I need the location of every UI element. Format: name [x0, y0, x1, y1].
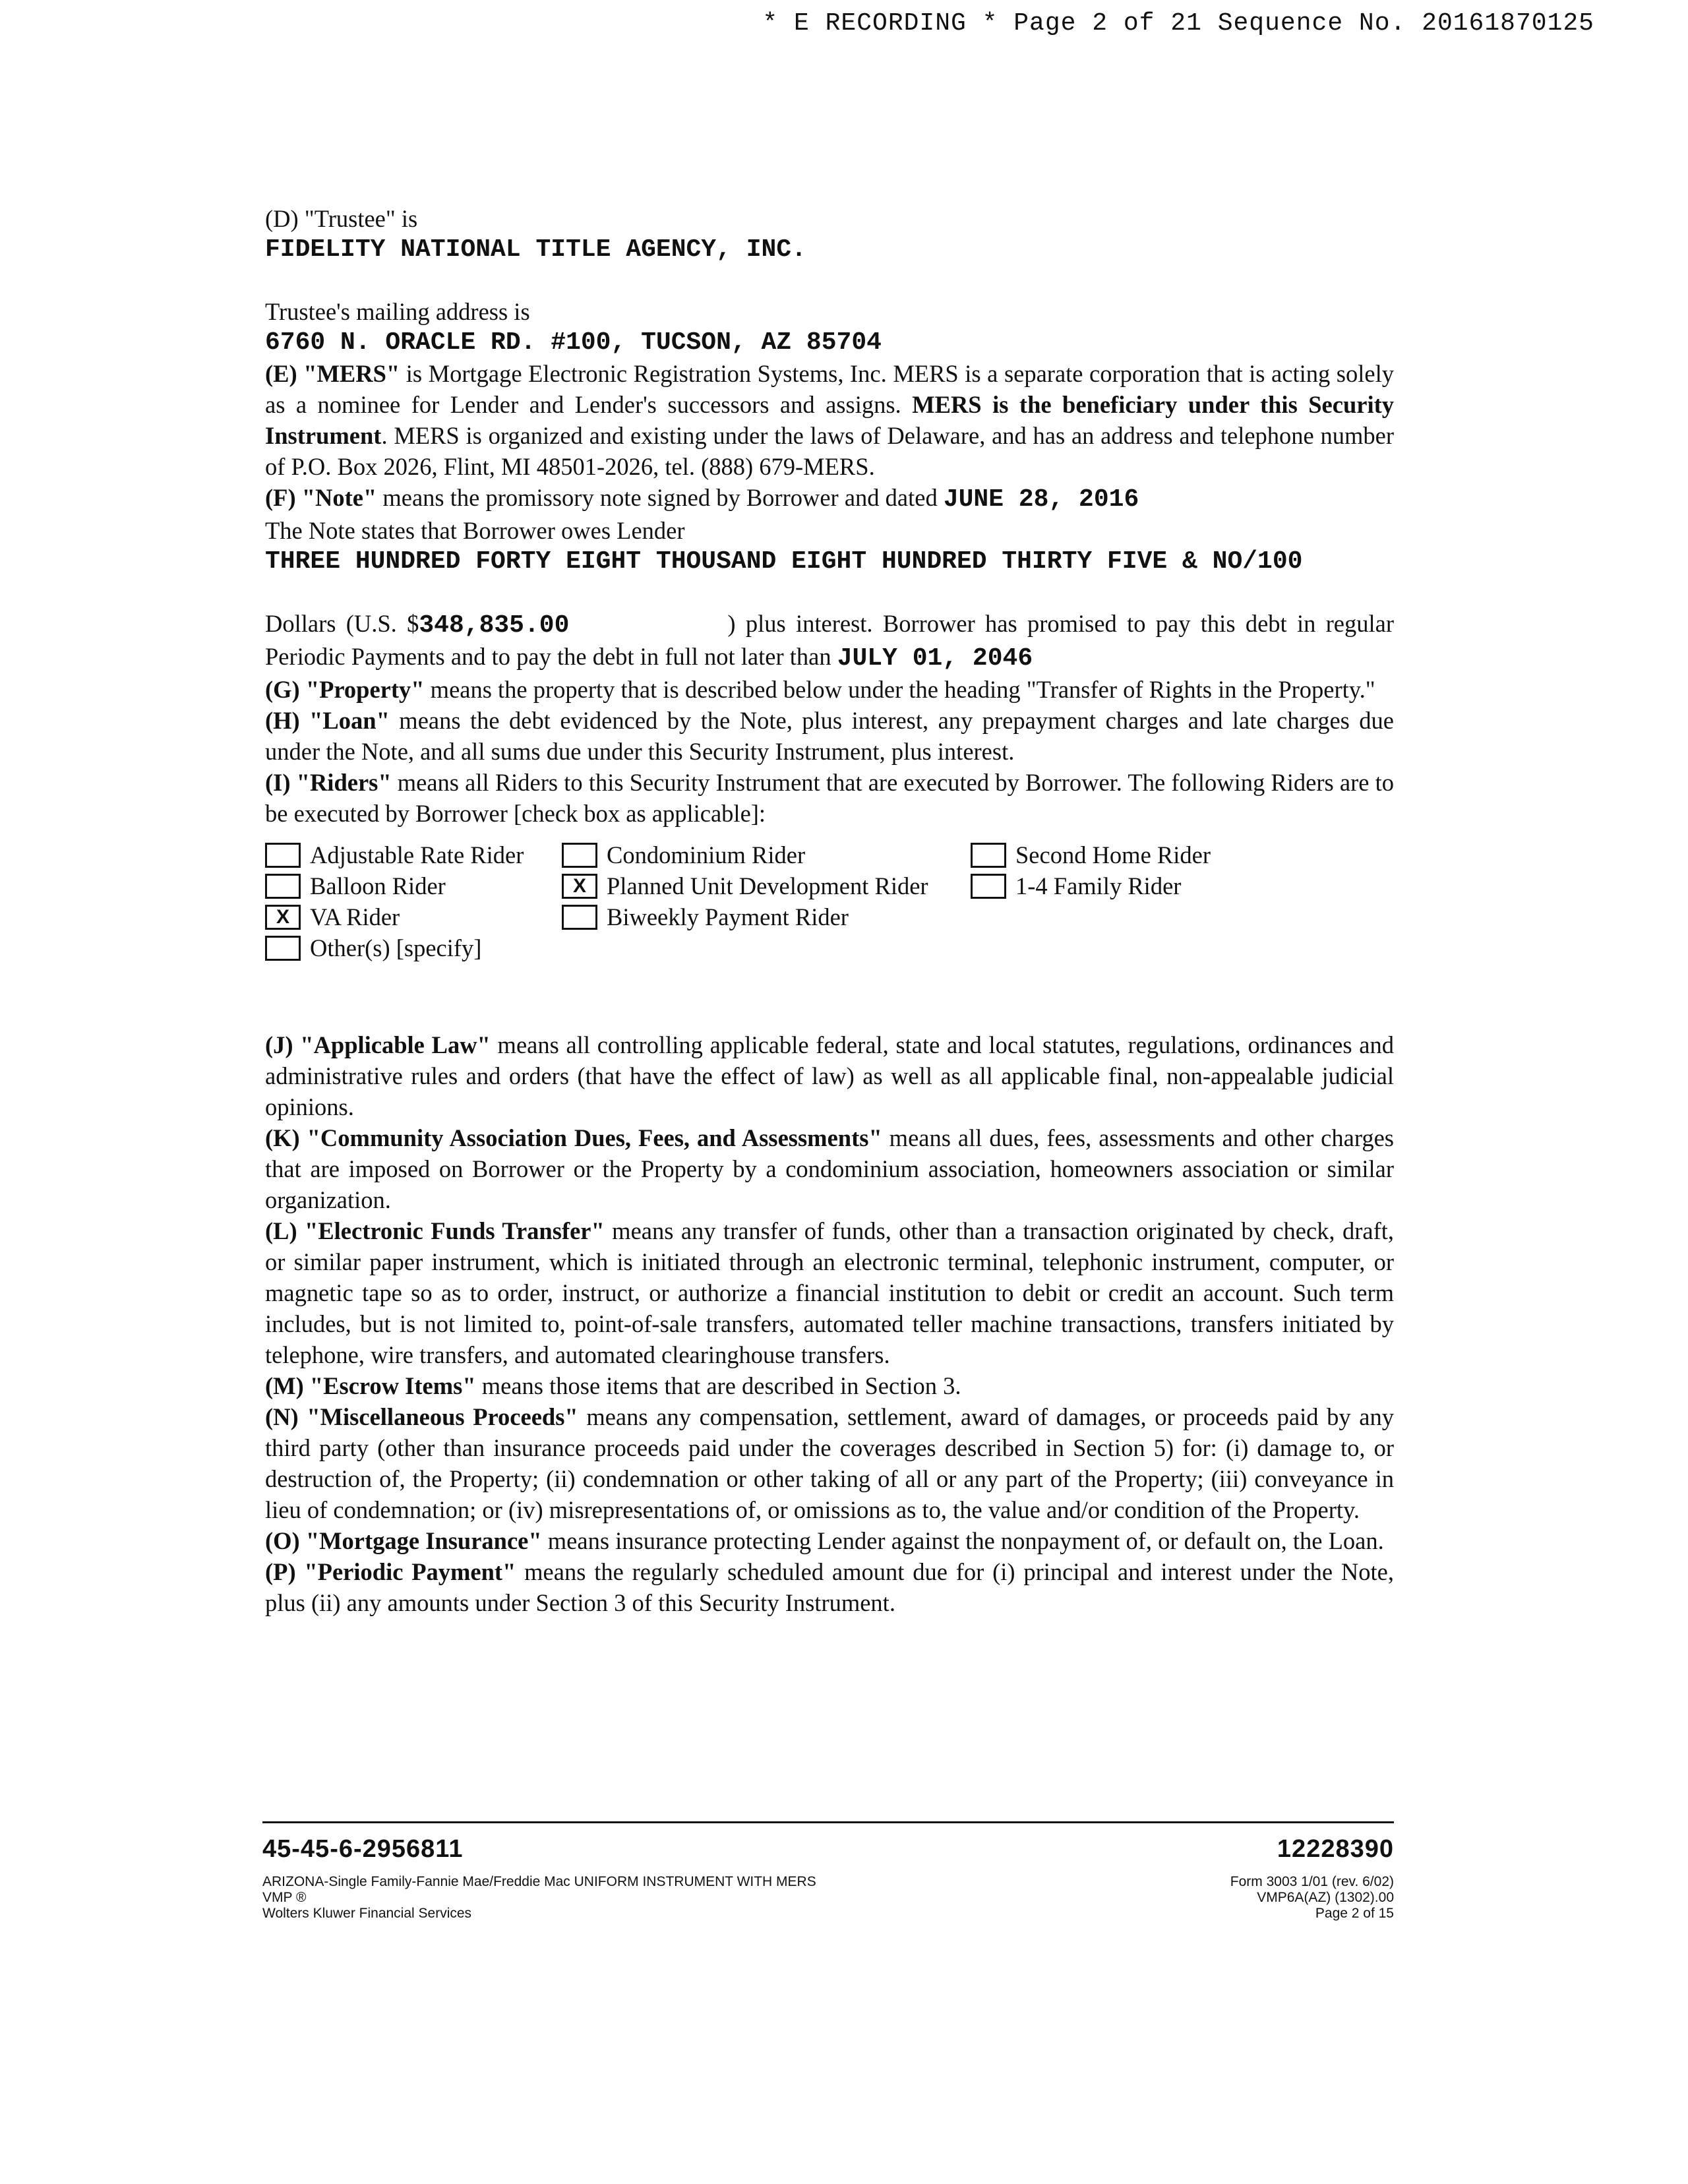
definition-mortgage-insurance: (O) "Mortgage Insurance" means insurance protecting Lender against the nonpayment of, or default on, the Loan.	[265, 1527, 1384, 1554]
note-owes: The Note states that Borrower owes Lender	[265, 517, 685, 544]
checkbox[interactable]: X	[562, 874, 597, 899]
recording-header: * E RECORDING * Page 2 of 21 Sequence No. 20161870125	[762, 9, 1594, 38]
footer-form-number: Form 3003 1/01 (rev. 6/02) VMP6A(AZ) (1302).00 Page 2 of 15	[1230, 1874, 1394, 1921]
checkbox[interactable]	[265, 936, 301, 961]
note-amount: 348,835.00	[419, 611, 570, 640]
trustee-mailing-label: Trustee's mailing address is	[265, 298, 530, 325]
footer-form-info: ARIZONA-Single Family-Fannie Mae/Freddie Mac UNIFORM INSTRUMENT WITH MERS VMP ® Wolters Kluwer Financial Services	[262, 1874, 816, 1921]
note-dollars: Dollars (U.S. $348,835.00 ) plus interest. Borrower has promised to pay this debt in regular Periodic Payments and to pay the debt in full not later than JULY 01, 2046	[265, 610, 1394, 673]
definition-loan: (H) "Loan" means the debt evidenced by the Note, plus interest, any prepayment charges and late charges due under the Note, and all sums due under this Security Instrument, plus interest.	[265, 707, 1395, 765]
checkbox[interactable]	[562, 843, 597, 868]
document-number: 12228390	[1277, 1835, 1394, 1863]
rider-planned-unit-development: X Planned Unit Development Rider	[562, 870, 971, 901]
document-body	[265, 203, 1394, 1618]
definition-riders: (I) "Riders" means all Riders to this Security Instrument that are executed by Borrower. The following Riders are to be executed by Borrower [check box as applicable]:	[265, 769, 1394, 827]
note-due-date: JULY 01, 2046	[837, 644, 1033, 673]
definition-note: (F) "Note" means the promissory note signed by Borrower and dated JUNE 28, 2016	[265, 484, 1139, 514]
riders-checklist	[265, 839, 1394, 963]
definition-escrow-items: (M) "Escrow Items" means those items that are described in Section 3.	[265, 1372, 961, 1399]
rider-empty	[971, 901, 1300, 932]
checkbox[interactable]	[971, 874, 1006, 899]
definition-property: (G) "Property" means the property that is described below under the heading "Transfer of Rights in the Property."	[265, 676, 1375, 703]
note-date: JUNE 28, 2016	[943, 485, 1139, 514]
rider-second-home: Second Home Rider	[971, 839, 1300, 870]
definition-electronic-funds-transfer: (L) "Electronic Funds Transfer" means any transfer of funds, other than a transaction originated by check, draft, or similar paper instrument, which is initiated through an electronic terminal, telephonic instrument, computer, or magnetic tape so as to order, instruct, or authorize a financial institution to debit or credit an account. Such term includes, but is not limited to, point-of-sale transfers, automated teller machine transactions, transfers initiated by telephone, wire transfers, and automated clearinghouse transfers.	[265, 1217, 1394, 1368]
trustee-address: 6760 N. ORACLE RD. #100, TUCSON, AZ 85704	[265, 328, 882, 357]
definition-applicable-law: (J) "Applicable Law" means all controlling applicable federal, state and local statutes, regulations, ordinances and administrative rules and orders (that have the effect of law) as well as all applicable final, non-appealable judicial opinions.	[265, 1031, 1395, 1120]
rider-biweekly-payment: Biweekly Payment Rider	[562, 901, 971, 932]
rider-condominium: Condominium Rider	[562, 839, 971, 870]
checkbox[interactable]: X	[265, 905, 301, 930]
checkbox[interactable]	[265, 843, 301, 868]
trustee-name: FIDELITY NATIONAL TITLE AGENCY, INC.	[265, 235, 806, 264]
note-amount-words: THREE HUNDRED FORTY EIGHT THOUSAND EIGHT HUNDRED THIRTY FIVE & NO/100	[265, 547, 1303, 576]
checkbox[interactable]	[562, 905, 597, 930]
definition-mers: (E) "MERS" is Mortgage Electronic Registration Systems, Inc. MERS is a separate corporation that is acting solely as a nominee for Lender and Lender's successors and assigns. MERS is the beneficiary under this Security Instrument. MERS is organized and existing under the laws of Delaware, and has an address and telephone number of P.O. Box 2026, Flint, MI 48501-2026, tel. (888) 679-MERS.	[265, 360, 1394, 480]
loan-number: 45-45-6-2956811	[262, 1835, 464, 1863]
page-footer	[262, 1821, 1394, 1922]
trustee-label: (D) "Trustee" is	[265, 205, 418, 232]
rider-other: Other(s) [specify]	[265, 932, 562, 963]
definition-miscellaneous-proceeds: (N) "Miscellaneous Proceeds" means any compensation, settlement, award of damages, or proceeds paid by any third party (other than insurance proceeds paid under the coverages described in Section 5) for: (i) damage to, or destruction of, the Property; (ii) condemnation or other taking of all or any part of the Property; (iii) conveyance in lieu of condemnation; or (iv) misrepresentations of, or omissions as to, the value and/or condition of the Property.	[265, 1403, 1395, 1523]
rider-1-4-family: 1-4 Family Rider	[971, 870, 1300, 901]
rider-adjustable-rate: Adjustable Rate Rider	[265, 839, 562, 870]
rider-va: X VA Rider	[265, 901, 562, 932]
checkbox[interactable]	[971, 843, 1006, 868]
rider-balloon: Balloon Rider	[265, 870, 562, 901]
definition-community-association: (K) "Community Association Dues, Fees, and Assessments" means all dues, fees, assessments and other charges that are imposed on Borrower or the Property by a condominium association, homeowners association or similar organization.	[265, 1124, 1394, 1213]
checkbox[interactable]	[265, 874, 301, 899]
definition-periodic-payment: (P) "Periodic Payment" means the regularly scheduled amount due for (i) principal and interest under the Note, plus (ii) any amounts under Section 3 of this Security Instrument.	[265, 1558, 1395, 1616]
